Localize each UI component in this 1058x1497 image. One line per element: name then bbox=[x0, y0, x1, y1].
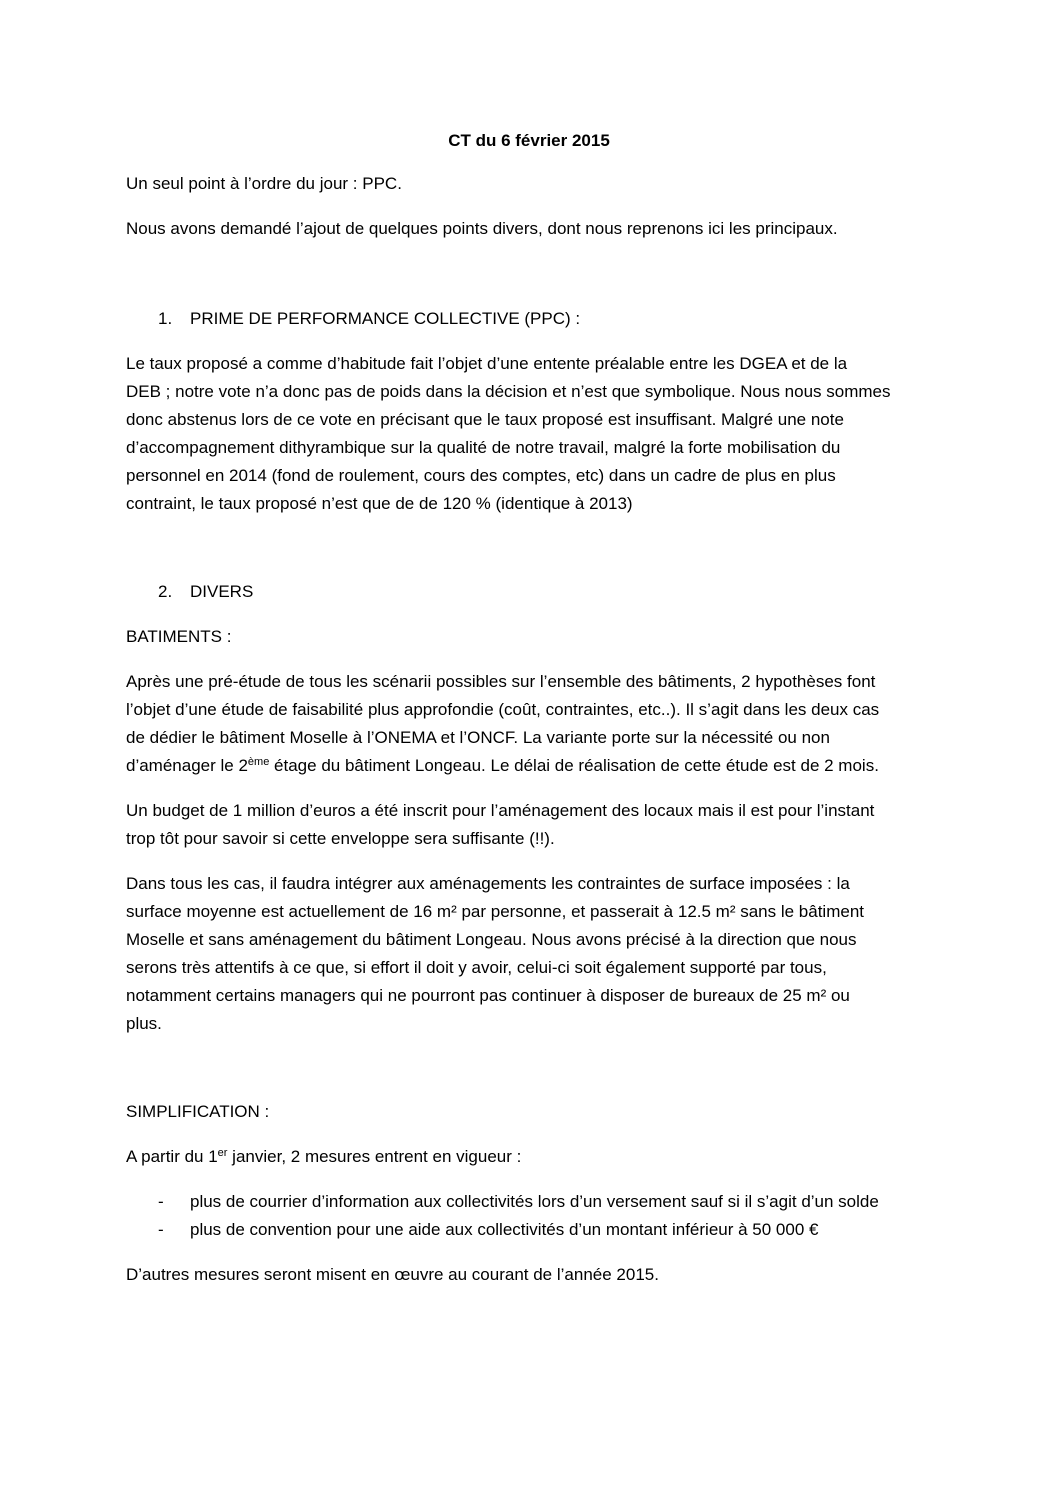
simplification-heading: SIMPLIFICATION : bbox=[126, 1102, 270, 1121]
batiments-line: Après une pré-étude de tous les scénarii possibles sur l’ensemble des bâtiments, 2 hypothèses font bbox=[126, 672, 876, 691]
batiments-heading: BATIMENTS : bbox=[126, 627, 232, 646]
page-title: CT du 6 février 2015 bbox=[448, 131, 610, 150]
section1-line: contraint, le taux proposé n’est que de de 120 % (identique à 2013) bbox=[126, 494, 633, 513]
intro-line: Nous avons demandé l’ajout de quelques points divers, dont nous reprenons ici les principaux. bbox=[126, 219, 838, 238]
section1-heading bbox=[0, 309, 1058, 331]
surface-line: Dans tous les cas, il faudra intégrer aux aménagements les contraintes de surface imposées : la bbox=[126, 874, 850, 893]
bullet-text: plus de convention pour une aide aux collectivités d’un montant inférieur à 50 000 € bbox=[190, 1220, 819, 1239]
batiments-line-part: étage du bâtiment Longeau. Le délai de réalisation de cette étude est de 2 mois. bbox=[269, 756, 879, 775]
simplification-intro-part: janvier, 2 mesures entrent en vigueur : bbox=[227, 1147, 522, 1166]
simplification-intro-part: A partir du 1 bbox=[126, 1147, 218, 1166]
section1-line: donc abstenus lors de ce vote en précisant que le taux proposé est insuffisant. Malgré une note bbox=[126, 410, 844, 429]
section2-title: DIVERS bbox=[190, 582, 254, 601]
list-item bbox=[0, 1192, 1058, 1214]
surface-line: surface moyenne est actuellement de 16 m² par personne, et passerait à 12.5 m² sans le bâtiment bbox=[126, 902, 865, 921]
surface-line: notamment certains managers qui ne pourront pas continuer à disposer de bureaux de 25 m² ou bbox=[126, 986, 850, 1005]
superscript: er bbox=[217, 1147, 228, 1159]
surface-line: Moselle et sans aménagement du bâtiment Longeau. Nous avons précisé à la direction que nous bbox=[126, 930, 857, 949]
budget-line: trop tôt pour savoir si cette enveloppe sera suffisante (!!). bbox=[126, 829, 555, 848]
intro-line: Un seul point à l’ordre du jour : PPC. bbox=[126, 174, 402, 193]
batiments-line: de dédier le bâtiment Moselle à l’ONEMA et l’ONCF. La variante porte sur la nécessité ou non bbox=[126, 728, 830, 747]
bullet-marker: - bbox=[158, 1192, 164, 1211]
section1-line: Le taux proposé a comme d’habitude fait l’objet d’une entente préalable entre les DGEA et de la bbox=[126, 354, 848, 373]
batiments-line: l’objet d’une étude de faisabilité plus approfondie (coût, contraintes, etc..). Il s’agit dans les deux cas bbox=[126, 700, 880, 719]
section2-heading bbox=[0, 582, 1058, 604]
section2-number: 2. bbox=[158, 582, 173, 601]
section1-number: 1. bbox=[158, 309, 173, 328]
bullet-text: plus de courrier d’information aux collectivités lors d’un versement sauf si il s’agit d’un solde bbox=[190, 1192, 879, 1211]
budget-line: Un budget de 1 million d’euros a été inscrit pour l’aménagement des locaux mais il est pour l’instant bbox=[126, 801, 875, 820]
section1-line: d’accompagnement dithyrambique sur la qualité de notre travail, malgré la forte mobilisation du bbox=[126, 438, 841, 457]
batiments-line-part: d’aménager le 2 bbox=[126, 756, 248, 775]
superscript: ème bbox=[247, 756, 270, 768]
list-item bbox=[0, 1220, 1058, 1242]
batiments-line bbox=[126, 756, 879, 776]
surface-line: plus. bbox=[126, 1014, 162, 1033]
simplification-intro bbox=[126, 1147, 521, 1167]
closing-line: D’autres mesures seront misent en œuvre au courant de l’année 2015. bbox=[126, 1265, 659, 1284]
section1-title: PRIME DE PERFORMANCE COLLECTIVE (PPC) : bbox=[190, 309, 581, 328]
section1-line: DEB ; notre vote n’a donc pas de poids dans la décision et n’est que symbolique. Nous nous sommes bbox=[126, 382, 891, 401]
bullet-marker: - bbox=[158, 1220, 164, 1239]
section1-line: personnel en 2014 (fond de roulement, cours des comptes, etc) dans un cadre de plus en plus bbox=[126, 466, 836, 485]
surface-line: serons très attentifs à ce que, si effort il doit y avoir, celui-ci soit également supporté par tous, bbox=[126, 958, 827, 977]
